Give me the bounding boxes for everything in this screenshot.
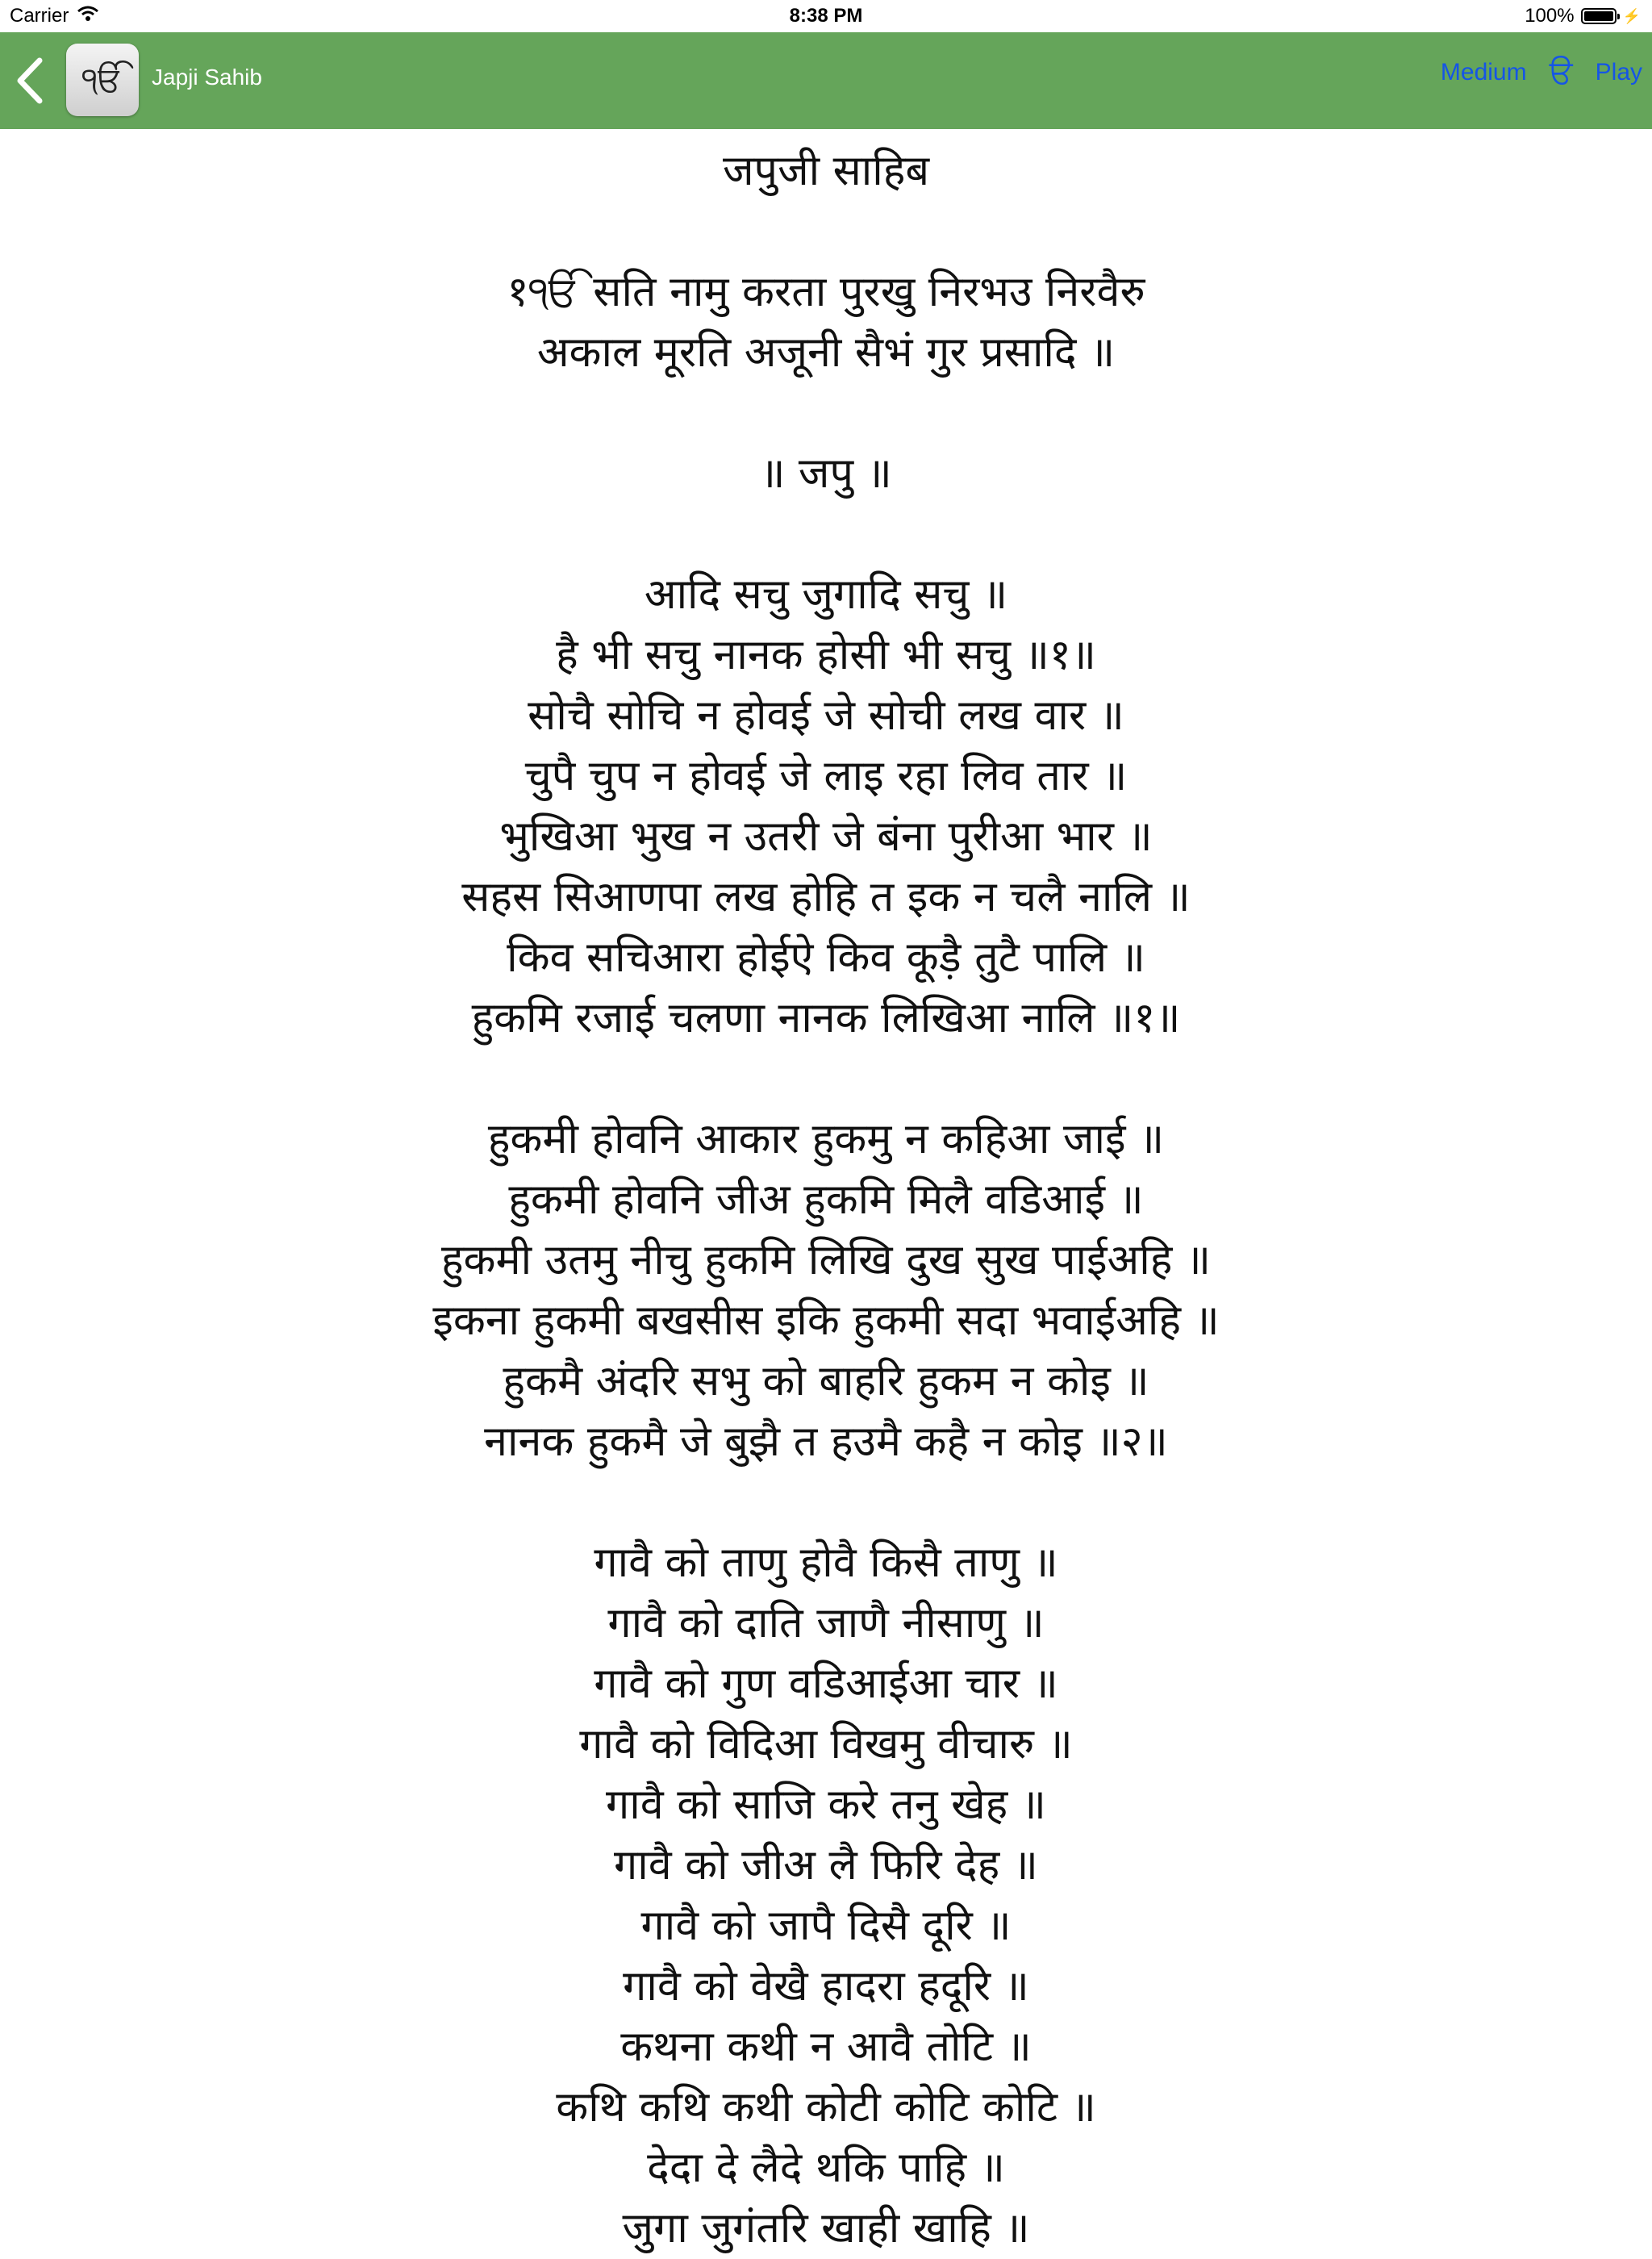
verse-line: गावै को साजि करे तनु खेह ॥ [606, 1781, 1046, 1829]
verse-line: हुकमी होवनि आकार हुकमु न कहिआ जाई ॥ [487, 1115, 1165, 1163]
gurmukhi-script-icon[interactable]: ੳ [1549, 55, 1573, 90]
battery-percent: 100% [1525, 5, 1575, 27]
chevron-left-icon [14, 57, 46, 104]
verse-line: गावै को दाति जाणै नीसाणु ॥ [607, 1599, 1045, 1647]
verse-line: गावै को जीअ लै फिरि देह ॥ [614, 1841, 1038, 1889]
verse-line: कथना कथी न आवै तोटि ॥ [620, 2023, 1032, 2071]
verse-line: है भी सचु नानक होसी भी सचु ॥१॥ [556, 631, 1096, 679]
app-logo: ੴ [66, 44, 139, 116]
nav-bar [0, 32, 1652, 129]
verse-line: इकना हुकमी बखसीस इकि हुकमी सदा भवाईअहि ॥ [432, 1297, 1220, 1345]
battery-icon [1581, 8, 1617, 24]
stanza [0, 1533, 1652, 2259]
verse-line: हुकमी उतमु नीचु हुकमि लिखि दुख सुख पाईअहि ॥ [440, 1236, 1212, 1284]
stanza [0, 1109, 1652, 1472]
scripture-content[interactable] [0, 129, 1652, 2253]
verse-line: नानक हुकमै जे बुझै त हउमै कहै न कोइ ॥२॥ [484, 1418, 1168, 1466]
back-button[interactable] [10, 56, 50, 105]
stanza [0, 565, 1652, 1049]
verse-line: गावै को गुण वडिआईआ चार ॥ [594, 1660, 1058, 1708]
status-right [1525, 5, 1641, 27]
verse-line: गावै को ताणु होवै किसै ताणु ॥ [594, 1539, 1058, 1587]
verse-line: गावै को जापै दिसै दूरि ॥ [640, 1902, 1012, 1950]
stanza-list [0, 262, 1652, 2259]
status-time: 8:38 PM [789, 5, 863, 27]
verse-line: अकाल मूरति अजूनी सैभं गुर प्रसादि ॥ [536, 328, 1116, 377]
verse-line: देदा दे लैदे थकि पाहि ॥ [647, 2144, 1005, 2192]
charging-icon: ⚡ [1622, 7, 1641, 24]
verse-line: सहस सिआणपा लख होहि त इक न चलै नालि ॥ [461, 873, 1191, 921]
verse-line: सोचै सोचि न होवई जे सोची लख वार ॥ [528, 691, 1124, 740]
play-button[interactable]: Play [1595, 59, 1642, 86]
verse-line: चुपै चुप न होवई जे लाइ रहा लिव तार ॥ [524, 752, 1128, 800]
verse-line: गावै को विदिआ विखमु वीचारु ॥ [579, 1720, 1073, 1768]
verse-line: किव सचिआरा होईऐ किव कूड़ै तुटै पालि ॥ [507, 933, 1145, 982]
verse-line: हुकमि रजाई चलणा नानक लिखिआ नालि ॥१॥ [471, 994, 1181, 1042]
nav-title: Japji Sahib [152, 65, 262, 90]
carrier-label: Carrier [10, 5, 69, 27]
verse-line: १ੴ सति नामु करता पुरखु निरभउ निरवैरु [507, 268, 1145, 316]
page-title: जपुजी साहिब [722, 147, 930, 195]
verse-line: हुकमी होवनि जीअ हुकमि मिलै वडिआई ॥ [508, 1175, 1144, 1224]
verse-line: आदि सचु जुगादि सचु ॥ [644, 570, 1008, 619]
font-size-button[interactable]: Medium [1440, 59, 1527, 86]
stanza [0, 444, 1652, 504]
verse-line: कथि कथि कथी कोटी कोटि कोटि ॥ [556, 2083, 1096, 2132]
status-bar [0, 0, 1652, 32]
verse-line: ॥ जपु ॥ [760, 449, 892, 498]
verse-line: गावै को वेखै हादरा हदूरि ॥ [623, 1962, 1029, 2011]
verse-line: हुकमै अंदरि सभु को बाहरि हुकम न कोइ ॥ [503, 1357, 1149, 1405]
stanza [0, 262, 1652, 383]
nav-actions [1441, 56, 1642, 89]
verse-line: जुगा जुगंतरि खाही खाहि ॥ [622, 2204, 1030, 2253]
verse-line: भुखिआ भुख न उतरी जे बंना पुरीआ भार ॥ [499, 812, 1153, 861]
